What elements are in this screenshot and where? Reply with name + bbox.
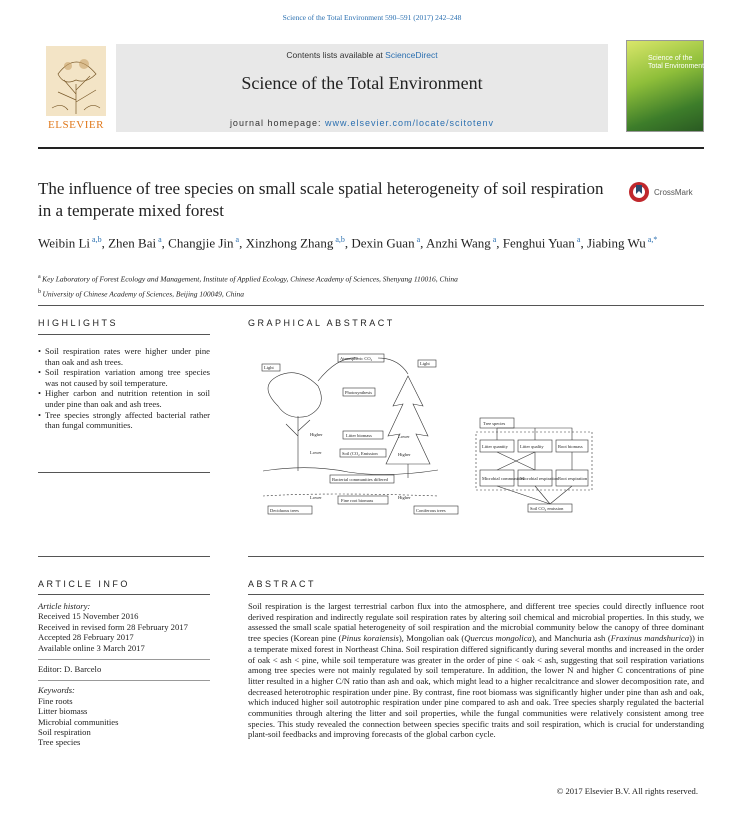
- author-name[interactable]: Weibin Li: [38, 235, 91, 251]
- journal-reference[interactable]: Science of the Total Environment 590–591 (2017) 242–248: [282, 13, 462, 22]
- highlight-item: • Soil respiration rates were higher under pine than oak and ash trees.: [38, 346, 210, 367]
- author-name[interactable]: Changjie Jin: [168, 235, 234, 251]
- author-name[interactable]: Jiabing Wu: [586, 235, 646, 251]
- graphical-abstract-left-rule: [38, 556, 210, 557]
- author-divider: [38, 305, 704, 306]
- article-info-heading: ARTICLE INFO: [38, 579, 130, 589]
- ga-light-left: Light: [264, 365, 274, 370]
- ga-higher-3: Higher: [398, 495, 411, 500]
- species-ash: Fraxinus mandshurica: [610, 633, 690, 644]
- crossmark-badge[interactable]: [628, 183, 698, 203]
- highlights-rule: [38, 334, 210, 335]
- keyword: Fine roots: [38, 695, 73, 706]
- ga-root-respiration: Root respiration: [558, 476, 588, 481]
- abstract-rule: [248, 594, 704, 595]
- ga-bacterial: Bacterial communities differed: [332, 477, 388, 482]
- contents-prefix: Contents lists available at: [286, 50, 386, 60]
- species-oak: Quercus mongolica: [464, 633, 532, 644]
- cover-title-line1: Science of the: [648, 55, 693, 62]
- author-list: Weibin Li $^{a,b}$, Zhen Bai $^a$, Changjie Jin $^a$, Xinzhong Zhang $^{a,b}$, Dexin Guan $^a$, Anzhi Wang $^a$, Fenghui Yuan $^a$, Jiabing Wu $^{a,*}$: [38, 235, 658, 251]
- history-label: Article history:: [38, 601, 91, 611]
- graphical-abstract-heading: GRAPHICAL ABSTRACT: [248, 318, 395, 328]
- history-accepted: Accepted 28 February 2017: [38, 632, 134, 643]
- cover-title-line2: Total Environment: [648, 63, 705, 70]
- author-name[interactable]: Dexin Guan: [351, 235, 415, 251]
- author-affiliation-mark[interactable]: a: [574, 235, 581, 244]
- abstract-part: ), Mongolian oak (: [398, 633, 465, 644]
- ga-microbial-respiration: Microbial respiration: [520, 476, 559, 481]
- ga-coniferous: Coniferous trees: [416, 508, 446, 513]
- ga-tree-species: Tree species: [483, 421, 506, 426]
- ga-root-biomass: Root biomass: [558, 444, 583, 449]
- keywords-label: Keywords:: [38, 685, 75, 696]
- homepage-prefix: journal homepage:: [229, 118, 325, 128]
- species-pine: Pinus koraiensis: [341, 633, 399, 644]
- history-revised: Received in revised form 28 February 2017: [38, 621, 188, 632]
- ga-microbial-communities: Microbial communities: [482, 476, 525, 481]
- copyright: © 2017 Elsevier B.V. All rights reserved.: [556, 786, 698, 796]
- ga-higher-2: Higher: [398, 452, 411, 457]
- abstract-text: [248, 601, 704, 740]
- journal-cover-image[interactable]: [626, 40, 704, 132]
- author-affiliation-mark[interactable]: a: [414, 235, 421, 244]
- journal-homepage: [116, 118, 608, 128]
- homepage-link[interactable]: www.elsevier.com/locate/scitotenv: [325, 118, 495, 128]
- ga-lower-1: Lower: [310, 450, 322, 455]
- graphical-abstract-right-rule: [248, 556, 704, 557]
- affiliation-list: [38, 271, 678, 300]
- keyword: Tree species: [38, 737, 81, 748]
- author-name[interactable]: Fenghui Yuan: [502, 235, 575, 251]
- history-received: Received 15 November 2016: [38, 611, 139, 622]
- affiliation-mark: a: [38, 274, 43, 280]
- affiliation: [38, 271, 678, 286]
- author-affiliation-mark[interactable]: a: [233, 235, 240, 244]
- highlights-bottom-rule: [38, 472, 210, 473]
- author-affiliation-mark[interactable]: a,*: [645, 235, 658, 244]
- ga-higher-1: Higher: [310, 432, 323, 437]
- affiliation: [38, 286, 678, 301]
- ga-litter-quantity: Litter quantity: [482, 444, 508, 449]
- ga-lower-2: Lower: [398, 434, 410, 439]
- author-name[interactable]: Xinzhong Zhang: [245, 235, 334, 251]
- affiliation-text: Key Laboratory of Forest Ecology and Management, Institute of Applied Ecology, Chinese Academy of Sciences, Shenyang 110016, China: [42, 274, 458, 284]
- highlight-item: • Soil respiration variation among tree species was not caused by soil temperature.: [38, 367, 210, 388]
- highlights-heading: HIGHLIGHTS: [38, 318, 119, 328]
- contents-line: [116, 50, 608, 60]
- ga-litter-biomass: Litter biomass: [346, 433, 372, 438]
- keyword: Microbial communities: [38, 716, 119, 727]
- ga-photosynthesis: Photosynthesis: [345, 390, 373, 395]
- ga-soil-co2: Soil (CO₂ Emission: [342, 451, 378, 456]
- article-info-separator: [38, 680, 210, 681]
- crossmark-label: CrossMark: [654, 188, 693, 197]
- author-name[interactable]: Anzhi Wang: [425, 235, 491, 251]
- graphical-abstract-figure[interactable]: [248, 346, 598, 526]
- author-affiliation-mark[interactable]: a,b: [90, 235, 102, 244]
- keyword: Litter biomass: [38, 706, 88, 717]
- ga-soil-co2-emission: Soil CO₂ emission: [530, 506, 564, 511]
- keyword: Soil respiration: [38, 727, 91, 738]
- abstract-heading: ABSTRACT: [248, 579, 317, 589]
- article-info-separator: [38, 659, 210, 660]
- cover-title: [648, 55, 704, 71]
- author-name[interactable]: Zhen Bai: [108, 235, 157, 251]
- sciencedirect-link[interactable]: ScienceDirect: [385, 50, 438, 60]
- ga-lower-3: Lower: [310, 495, 322, 500]
- editor: Editor: D. Barcelo: [38, 664, 102, 675]
- author-affiliation-mark[interactable]: a: [490, 235, 497, 244]
- author-affiliation-mark[interactable]: a: [156, 235, 162, 244]
- affiliation-mark: b: [38, 288, 43, 295]
- highlights-list: [38, 346, 210, 431]
- ga-light-right: Light: [420, 361, 430, 366]
- author-affiliation-mark[interactable]: a,b: [333, 235, 345, 244]
- highlight-item: • Tree species strongly affected bacterial rather than fungal communities.: [38, 410, 210, 431]
- abstract-part: )) in a temperate mixed forest in Northeast China. Soil respiration differed significantly during several months and increased in the order of oak < ash < pine, while soil temperature was greater in the order of pine < oak < ash, suggesting that soil respiration variations among tree species were not mainly regulated by soil temperature. In addition, the lower N and higher C concentrations of pine litter resulted in a higher C/N ratio than ash and oak, which might lead to a higher recalcitrance and slower decomposition rate, and decreased heterotrophic respiration under pine. By contrast, fine root biomass was significantly higher under pine than ash and oak, which induced higher soil autotrophic respiration under pine compared to ash and oak. Tree species sharply regulated the bacterial communities through altering the litter and soil properties, while the fungal communities were relatively consistent among tree species. This study revealed the connection between species specific traits and soil respiration, which is crucial for understanding plant-soil feedbacks and improving forecasts of the global carbon cycle.: [248, 633, 704, 740]
- article-info-rule: [38, 594, 210, 595]
- ga-atmospheric-co2: Atmospheric CO₂: [340, 356, 373, 361]
- article-title: The influence of tree species on small scale spatial heterogeneity of soil respiration in a temperate mixed forest: [38, 179, 604, 220]
- abstract-part: Soil respiration is the largest terrestrial carbon flux into the atmosphere, and different tree species could directly influence root derived respiration and indirectly regulate soil respiration rates by altering soil chemical and microbial properties. In this study, we assessed the small scale spatial heterogeneity of soil respiration and the microbial community below the canopy of three dominant tree species (Korean pine (: [248, 601, 704, 644]
- elsevier-wordmark: ELSEVIER: [48, 119, 104, 131]
- article-info-body: [38, 601, 210, 748]
- ga-fine-root: Fine root biomass: [341, 498, 374, 503]
- abstract-part: ), and Manchuria ash (: [531, 633, 611, 644]
- ga-litter-quality: Litter quality: [520, 444, 544, 449]
- history-online: Available online 3 March 2017: [38, 642, 145, 653]
- affiliation-text: University of Chinese Academy of Sciences, Beijing 100049, China: [42, 289, 244, 298]
- header-divider: [38, 147, 704, 149]
- journal-title: Science of the Total Environment: [241, 73, 483, 93]
- ga-deciduous: Deciduous trees: [270, 508, 299, 513]
- crossmark-icon: [628, 181, 650, 203]
- highlight-item: • Higher carbon and nutrition retention in soil under pine than oak and ash trees.: [38, 388, 210, 409]
